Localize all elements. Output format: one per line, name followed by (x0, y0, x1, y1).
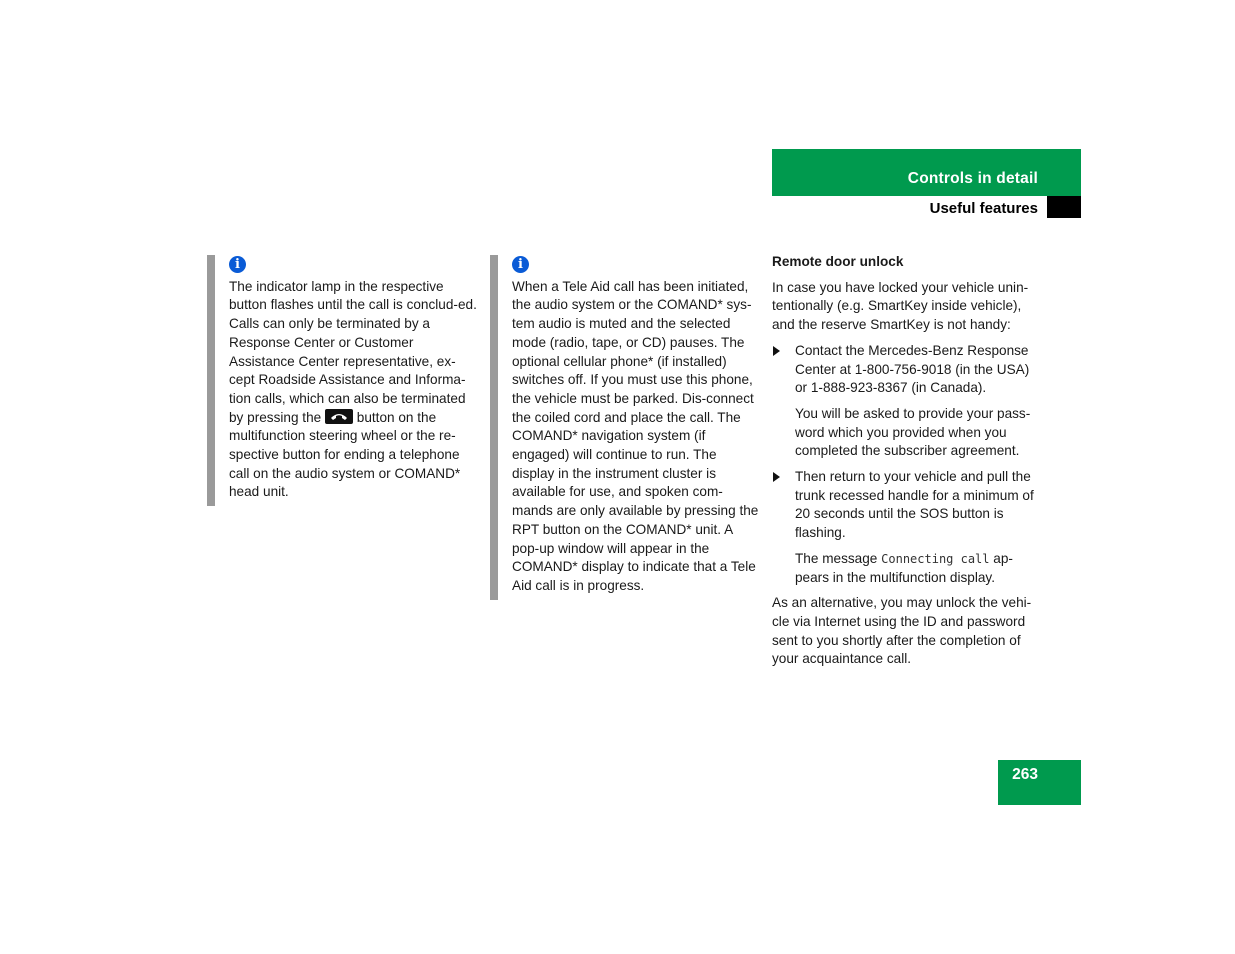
step-1: Contact the Mercedes-Benz Response Center at 1-800-756-9018 (in the USA) or 1-888-923-8367 (in Canada). (772, 342, 1042, 398)
info-note-2 (490, 255, 760, 596)
remote-door-unlock-section (772, 253, 1042, 676)
subsection-title: Useful features (929, 200, 1038, 217)
note-bar (490, 255, 498, 600)
section-title: Controls in detail (907, 170, 1038, 187)
step-arrow-icon (773, 346, 780, 356)
display-message: Connecting call (881, 551, 990, 566)
page-number: 263 (1012, 766, 1038, 783)
closing-paragraph: As an alternative, you may unlock the vehi-cle via Internet using the ID and password sent to you shortly after the completion of your acquaintance call. (772, 595, 1032, 667)
step-2-note: The message Connecting call ap-pears in the multifunction display. (795, 550, 1013, 585)
intro-paragraph: In case you have locked your vehicle unin-tentionally (e.g. SmartKey inside vehicle), and the reserve SmartKey is not handy: (772, 279, 1029, 333)
note-bar (207, 255, 215, 506)
step-1-note: You will be asked to provide your pass-word which you provided when you completed the subscriber agreement. (795, 405, 1031, 459)
note-text: When a Tele Aid call has been initiated, the audio system or the COMAND* sys-tem audio is muted and the selected mode (radio, tape, or CD) pauses. The optional cellular phone* (if installed) switches off. If you must use this phone, the vehicle must be parked. Dis-connect the coiled cord and place the call. The COMAND* navigation system (if engaged) will continue to run. The display in the instrument cluster is available for use, and spoken com-mands are only available by pressing the RPT button on the COMAND* unit. A pop-up window will appear in the COMAND* display to indicate that a Tele Aid call is in progress. (512, 278, 759, 593)
step-2: Then return to your vehicle and pull the trunk recessed handle for a minimum of 20 seconds until the SOS button is flashing. (772, 468, 1042, 543)
info-note-1 (207, 255, 477, 502)
info-icon: i (512, 256, 529, 273)
info-icon: i (229, 256, 246, 273)
phone-hangup-icon (325, 409, 353, 424)
note-text: The indicator lamp in the respective button flashes until the call is conclud-ed. Calls can only be terminated by a Response Center or Customer Assistance Center representative, ex-cept Roadside Assistance and Informa-tion calls, which can also be terminated by pressing the button on the multifunction steering wheel or the re-spective button for ending a telephone call on the audio system or COMAND* head unit. (229, 278, 477, 500)
section-header-band (772, 149, 1081, 196)
subsection-header (772, 196, 1081, 218)
page-number-box (998, 760, 1081, 805)
subsection-marker (1047, 196, 1081, 218)
remote-door-unlock-title: Remote door unlock (772, 254, 904, 269)
step-arrow-icon (773, 472, 780, 482)
